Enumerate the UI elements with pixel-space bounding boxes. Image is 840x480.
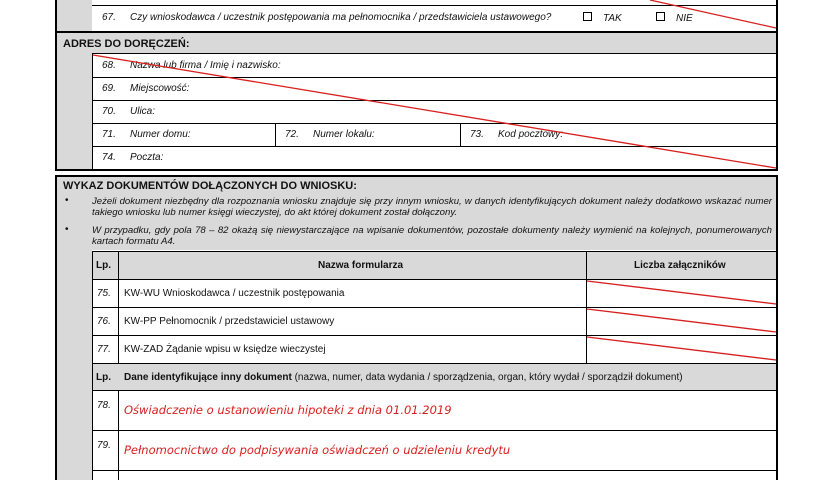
field-number: 70. [102,106,116,117]
col-header-lp: Lp. [96,372,111,383]
field-number: 68. [102,60,116,71]
col-header-other-doc: Dane identyfikujące inny dokument (nazwa, numer, data wydania / sporządzenia, organ, który wydał / sporządził dokument) [124,372,683,383]
table-row-number: 76. [97,316,111,327]
table-row-form-name: KW-PP Pełnomocnik / przedstawiciel ustawowy [124,316,335,327]
section-title-address: ADRES DO DORĘCZEŃ: [63,38,190,50]
strike-line [587,337,776,360]
bullet-dot: • [65,224,69,235]
table-row-number: 78. [97,400,111,411]
bullet-dot: • [65,195,69,206]
field-number: 67. [102,12,116,23]
table-row-number: 79. [97,440,111,451]
question-label: Czy wnioskodawca / uczestnik postępowania ma pełnomocnika / przedstawiciela ustawowego? [130,12,552,23]
instruction-text: Jeżeli dokument niezbędny dla rozpoznania wniosku znajduje się przy innym wniosku, w danych identyfikujących dokument należy dodatkowo wskazać numer takiego wniosku lub numer księgi wieczystej, do akt której dokument został dołączony. [92,196,772,218]
name-field-label: Nazwa lub firma / Imię i nazwisko: [130,60,281,71]
table-row-number: 77. [97,344,111,355]
field-number: 72. [285,129,299,140]
handwritten-entry[interactable]: Oświadczenie o ustanowieniu hipoteki z dnia 01.01.2019 [124,403,452,417]
postal-code-label: Kod pocztowy: [498,129,564,140]
instruction-text: W przypadku, gdy pola 78 – 82 okażą się niewystarczające na wpisanie dokumentów, pozostałe dokumenty należy wymienić na kolejnych, ponumerowanych kartach formatu A4. [92,225,772,247]
field-number: 74. [102,152,116,163]
section-title-documents: WYKAZ DOKUMENTÓW DOŁĄCZONYCH DO WNIOSKU: [63,180,357,192]
field-number: 73. [470,129,484,140]
col-header-attachments: Liczba załączników [634,260,726,271]
house-number-label: Numer domu: [130,129,191,140]
table-row-number: 75. [97,288,111,299]
field-number: 71. [102,129,116,140]
option-yes-label: TAK [603,13,622,24]
city-field-label: Miejscowość: [130,83,190,94]
handwritten-entry[interactable]: Pełnomocnictwo do podpisywania oświadczeń o udzieleniu kredytu [124,443,511,457]
option-no-label: NIE [676,13,693,24]
strike-line [650,0,776,28]
strike-line [93,55,776,168]
table-row-form-name: KW-WU Wnioskodawca / uczestnik postępowania [124,288,345,299]
col-header-form-name: Nazwa formularza [318,260,404,271]
strike-line [587,309,776,332]
field-number: 69. [102,83,116,94]
apartment-number-label: Numer lokalu: [313,129,375,140]
col-header-lp: Lp. [96,260,111,271]
post-office-label: Poczta: [130,152,164,163]
table-row-form-name: KW-ZAD Żądanie wpisu w księdze wieczystej [124,344,326,355]
street-field-label: Ulica: [130,106,156,117]
strike-line [587,281,776,304]
